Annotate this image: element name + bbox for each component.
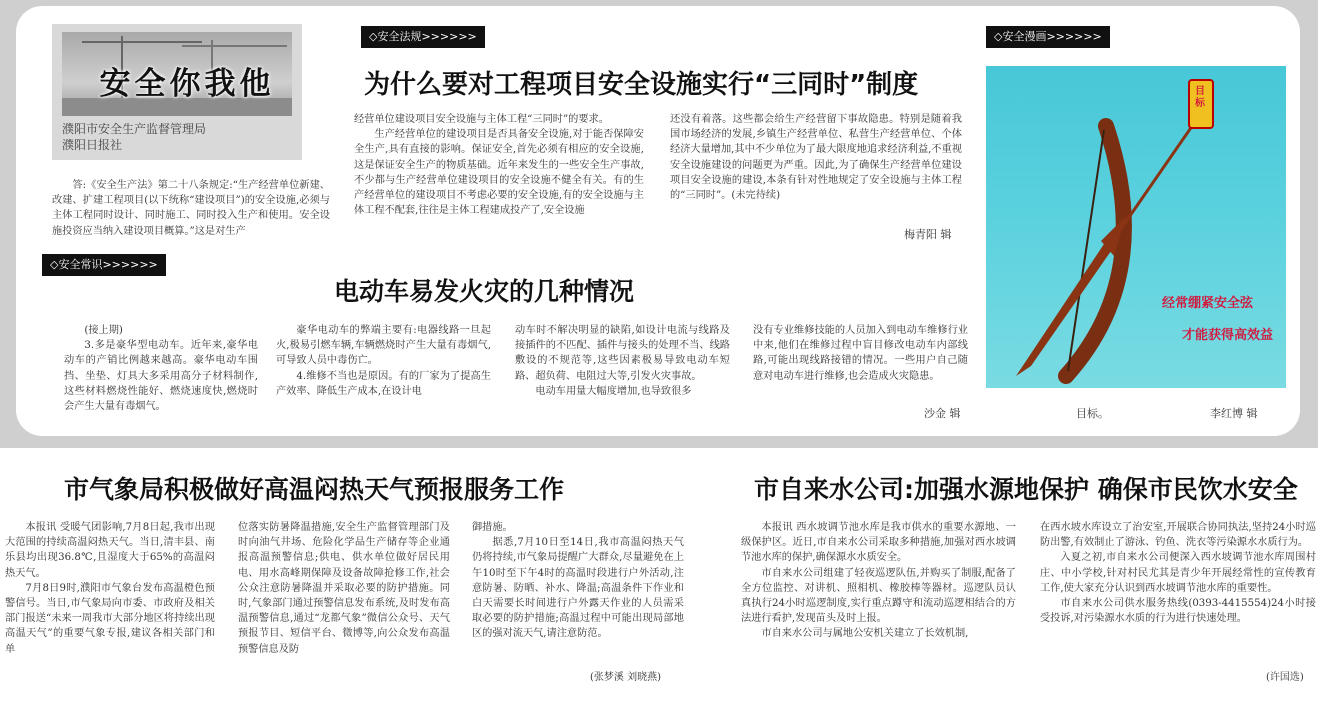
article1-column-1 — [354, 112, 644, 244]
article1-headline: 为什么要对工程项目安全设施实行“三同时”制度 — [364, 70, 919, 100]
water-column-1 — [741, 520, 1016, 702]
weather-paragraph-2: 7月8日9时,濮阳市气象台发布高温橙色预警信号。当日,市气象局向市委、市政府及相关部门报送“未来一周我市大部分地区将持续出现高温天气”的重要气象专报,建议各相关部门和单 — [5, 582, 215, 655]
comic-signature: 李红博 辑 — [1210, 407, 1258, 420]
weather-paragraph-4: 御措施。 — [472, 522, 513, 533]
water-paragraph-1: 本报讯 西水坡调节池水库是我市供水的重要水源地、一级保护区。近日,市自来水公司采取多种措施,加强对西水坡调节池水库的保护,确保源水水质安全。 — [741, 522, 1016, 564]
safety-comic — [986, 66, 1286, 388]
weather-paragraph-3: 位落实防暑降温措施,安全生产监督管理部门及时向油气井场、危险化学品生产储存等企业通报高温预警信息;供电、供水单位做好居民用电、用水高峰期保障及设备故障抢修工作,社会公众注意防暑降温并采取必要的防护措施。同时,气象部门通过预警信息发布系统,及时发布高温预警信息,通过“龙都气象”微信公众号、天气预报节目、短信平台、微博等,向公众发布高温预警信息及防 — [238, 522, 450, 655]
article2-paragraph-5: 动车时不解决明显的缺陷,如设计电流与线路及接插件的不匹配、插件与接头的处理不当、线路敷设的不规范等,这些因素极易导致电动车短路、超负荷、电阻过大等,引发火灾事故。 — [515, 325, 730, 382]
water-paragraph-4: 在西水坡水库设立了治安室,开展联合协同执法,坚持24小时巡防出警,有效制止了游泳、钓鱼、洗衣等污染源水水质行为。 — [1040, 522, 1316, 549]
comic-slogan-2: 才能获得高效益 — [1182, 328, 1274, 343]
article1-paragraph-1: 经营单位建设项目安全设施与主体工程“三同时”的要求。 — [354, 114, 609, 125]
weather-column-2 — [238, 520, 450, 702]
water-paragraph-3: 市自来水公司与属地公安机关建立了长效机制, — [761, 628, 969, 640]
water-paragraph-5: 入夏之初,市自来水公司便深入西水坡调节池水库周围村庄、中小学校,针对村民尤其是青少年开展经常性的宣传教育工作,使大家充分认识到西水坡调节池水库的重要性。 — [1040, 552, 1316, 594]
answer-paragraph: 答:《安全生产法》第二十八条规定:“生产经营单位新建、改建、扩建工程项目(以下统称“建设项目”)的安全设施,必须与主体工程同时设计、同时施工、同时投入生产和使用。安全设施投资应当纳入建设项目概算。”这是对生产 — [52, 180, 330, 237]
article2-paragraph-1: (接上期) — [84, 325, 123, 336]
weather-paragraph-5: 据悉,7月10日至14日,我市高温闷热天气仍将持续,市气象局提醒广大群众,尽量避免在上午10时至下午4时的高温时段进行户外活动,注意防暑、防晒、补水、降温;高温条件下作业和白天需要长时间进行户外露天作业的人员需采取必要的防护措施;高温过程中可能出现局部地区的强对流天气,请注意防范。 — [472, 537, 684, 640]
water-signature: (许国选) — [1266, 672, 1304, 683]
banner-publisher-1: 濮阳市安全生产监督管理局 — [62, 122, 207, 136]
weather-headline: 市气象局积极做好高温闷热天气预报服务工作 — [64, 475, 565, 504]
water-headline: 市自来水公司:加强水源地保护 确保市民饮水安全 — [754, 475, 1298, 504]
section-tag-safety-knowledge: ◇安全常识>>>>>> — [42, 254, 166, 276]
banner-publisher-2: 濮阳日报社 — [62, 138, 123, 152]
article2-signature: 沙金 辑 — [924, 407, 961, 420]
weather-paragraph-1: 本报讯 受暖气团影响,7月8日起,我市出现大范围的持续高温闷热天气。当日,清丰县、南乐县均出现36.8℃,且湿度大于65%的高温闷热天气。 — [5, 522, 215, 579]
article2-paragraph-2: 3.多是豪华型电动车。近年来,豪华电动车的产销比例越来越高。豪华电动车围挡、坐垫、灯具大多采用高分子材料制作,这些材料燃烧性能好、燃烧速度快,燃烧时会产生大量有毒烟气。 — [64, 340, 258, 413]
article1-column-2 — [670, 112, 962, 232]
water-paragraph-6: 市自来水公司供水服务热线(0393-4415554)24小时接受投诉,对污染源水水质的行为进行快速处理。 — [1040, 598, 1316, 625]
article1-paragraph-3: 还没有着落。这些都会给生产经营留下事故隐患。特别是随着我国市场经济的发展,乡镇生产经营单位、私营生产经营单位、个体经济大量增加,其中不少单位为了最大限度地追求经济利益,不重视安全设施建设的问题更为严重。因此,为了确保生产经营单位建设项目安全设施的建设,本条有针对性地规定了安全设施与主体工程的“三同时”。(未完待续) — [670, 114, 962, 202]
water-paragraph-2: 市自来水公司组建了轻夜巡逻队伍,并购买了制服,配备了全方位监控、对讲机、照相机、橡胶棒等器材。巡逻队员认真执行24小时巡逻制度,实行重点蹲守和流动巡逻相结合的方法进行看护,发现苗头及时上报。 — [741, 567, 1016, 625]
article2-paragraph-3: 豪华电动车的弊端主要有:电器线路一旦起火,极易引燃车辆,车辆燃烧时产生大量有毒烟气,可导致人员中毒伤亡。 — [276, 325, 491, 367]
article2-column-2 — [276, 323, 491, 419]
article2-headline: 电动车易发火灾的几种情况 — [334, 277, 635, 306]
answer-column — [52, 178, 330, 242]
article1-signature: 梅青阳 辑 — [904, 228, 952, 241]
construction-banner-image — [62, 32, 292, 116]
article2-paragraph-4: 4.维修不当也是原因。有的厂家为了提高生产效率、降低生产成本,在设计电 — [276, 370, 491, 397]
article2-paragraph-6: 电动车用量大幅度增加,也导致很多 — [535, 385, 692, 397]
article1-paragraph-2: 生产经营单位的建设项目是否具备安全设施,对于能否保障安全生产,具有直接的影响。保证安全,首先必须有相应的安全设施,这是保证安全生产的物质基础。近年来发生的一些安全生产事故,不少都与生产经营单位建设项目的安全设施不健全有关。有的生产经营单位的建设项目不考虑必要的安全设施,有的安全设施与主体工程不配套,往往是主体工程建成投产了,安全设施 — [354, 129, 644, 217]
banner-title: 安全你我他 — [99, 66, 275, 102]
article2-column-4 — [753, 323, 968, 405]
comic-slogan-1: 经常绷紧安全弦 — [1162, 296, 1254, 311]
article2-paragraph-7: 没有专业维修技能的人员加入到电动车维修行业中来,他们在维修过程中盲目修改电动车内部线路,可能出现线路接错的情况。一些用户自己随意对电动车进行维修,也会造成火灾隐患。 — [753, 325, 968, 382]
column-banner — [52, 24, 302, 160]
water-column-2 — [1040, 520, 1316, 680]
target-label: 目标 — [1195, 86, 1205, 109]
weather-signature: (张梦溪 刘晓燕) — [590, 668, 661, 683]
comic-caption: 目标。 — [1076, 407, 1109, 420]
section-tag-regulations: ◇安全法规>>>>>> — [361, 26, 485, 48]
article2-column-3 — [515, 323, 730, 419]
weather-column-1 — [5, 520, 215, 702]
article2-column-1 — [64, 323, 258, 419]
section-tag-comic: ◇安全漫画>>>>>> — [986, 26, 1110, 48]
